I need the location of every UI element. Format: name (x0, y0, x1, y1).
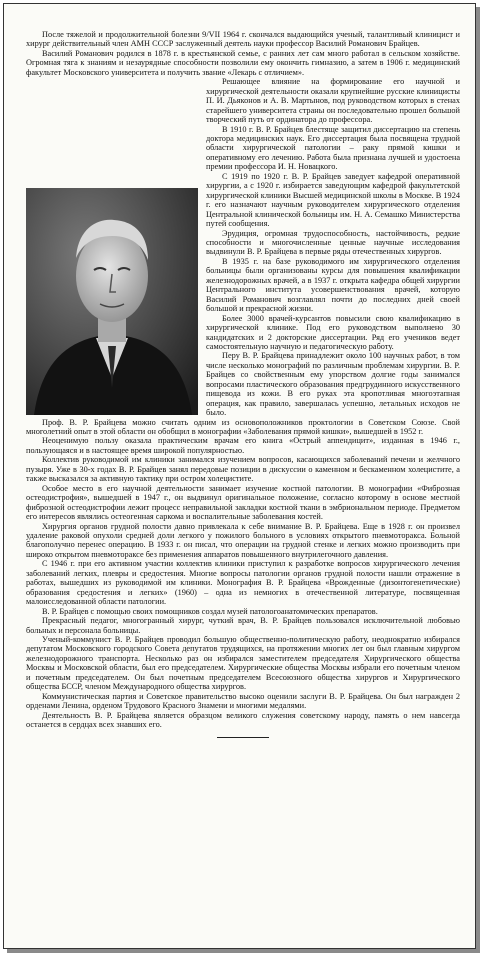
paragraph-16: В. Р. Брайцев с помощью своих помощников создал музей патологоанатомических препаратов. (42, 606, 378, 616)
paragraph-19: Коммунистическая партия и Советское правительство высоко оценили заслуги В. Р. Брайцева. Он был награжден 2 орденами Ленина, орденом Трудового Красного Знамени и многими медалями. (26, 691, 460, 711)
obituary-page (3, 3, 476, 949)
paragraph-20: Деятельность В. Р. Брайцева является образцом великого служения советскому народу, память о нем навсегда останется в сердцах всех знавших его. (26, 710, 460, 730)
paragraph-2: Василий Романович родился в 1878 г. в крестьянской семье, с ранних лет сам много работал в сельском хозяйстве. Огромная тяга к знаниям и незаурядные способности позволили ему окончить гимназию, а затем в 1906 г. медицинский факультет Московского университета и получить звание «Лекарь с отличием». (26, 48, 460, 77)
paragraph-18: Ученый-коммунист В. Р. Брайцев проводил большую общественно-политическую работу, неоднократно избирался депутатом Московского городского Совета депутатов трудящихся, на протяжении многих лет он был главным хирургом железнодорожного транспорта. Несколько раз он избирался заместителем председателя Хирургического общества Москвы и Московской области, был его председателем. Хирургические общества Москвы избрали его почетным членом и почетным председателем. Он был почетным председателем Всесоюзного общества хирургов и Хирургического общества БССР, членом Международного общества хирургов. (26, 635, 460, 692)
paragraph-6: Эрудиция, огромная трудоспособность, настойчивость, редкие способности и многочисленные ценные научные исследования выдвинули В. Р. Брайцева в первые ряды отечественных хирургов. (206, 228, 460, 257)
paragraph-15: С 1946 г. при его активном участии коллектив клиники приступил к разработке вопросов хирургического лечения заболеваний легких, плевры и средостения. Многие вопросы патологии органов грудной полости нашли отражение в работах, вышедших из руководимой им клиники. Монография В. Р. Брайцева «Врожденные (дизонтогенетические) образования средостения и легких» (1960) – одна из немногих в отечественной литературе, посвященная малоисследованной области патологии. (26, 559, 460, 607)
paragraph-3: Решающее влияние на формирование его научной и хирургической деятельности оказали крупнейшие русские клиницисты П. И. Дьяконов и А. В. Мартынов, под руководством которых в стенах старейшего университета страны он последовательно прошел большой творческий путь от ординатора до профессора. (206, 77, 460, 125)
paragraph-7: В 1935 г. на базе руководимого им хирургического отделения больницы были организованы курсы для повышения квалификации железнодорожных врачей, а в 1937 г. открыта кафедра общей хирургии Центрального института усовершенствования врачей, которую Василий Романович возглавлял почти до последних дней своей большой и прекрасной жизни. (206, 256, 460, 314)
paragraph-11: Неоценимую пользу оказала практическим врачам его книга «Острый аппендицит», изданная в 1946 г., пользующаяся и в настоящее время широкой популярностью. (26, 436, 460, 455)
paragraph-17: Прекрасный педагог, многогранный хирург, чуткий врач, В. Р. Брайцев пользовался исключительной любовью больных и персонала больницы. (26, 616, 460, 635)
paragraph-1: После тяжелой и продолжительной болезни 9/VII 1964 г. скончался выдающийся ученый, талантливый клиницист и хирург действительный член АМН СССР заслуженный деятель науки профессор Василий Романович Брайцев. (26, 30, 460, 49)
article-body (26, 30, 460, 738)
paragraph-14: Хирургия органов грудной полости давно привлекала к себе внимание В. Р. Брайцева. Еще в 1928 г. он произвел удаление раковой опухоли средней доли легкого у пожилого больного в условиях открытого пневмоторакса. Больной благополучно перенес операцию. В 1933 г. он писал, что операции на грудной стенке и легких можно производить при широко открытом пневмотораксе без применения аппаратов повышенного внутрилегочного давления. (26, 521, 460, 559)
portrait-photo-icon (26, 188, 198, 415)
paragraph-10: Проф. В. Р. Брайцева можно считать одним из основоположников проктологии в Советском Союзе. Свой многолетний опыт в этой области он обобщил в монографии «Заболевания прямой кишки», вышедшей в 1952 г. (26, 417, 460, 437)
paragraph-5: С 1919 по 1920 г. В. Р. Брайцев заведует кафедрой оперативной хирургии, а с 1920 г. избирается заведующим кафедрой факультетской хирургической клиники Высшей медицинской школы в Москве. В 1924 г. его назначают научным руководителем хирургического отделения Центральной клинической больницы им. Н. А. Семашко Министерства путей сообщения. (206, 171, 460, 229)
paragraph-13: Особое место в его научной деятельности занимает изучение костной патологии. В монографии «Фиброзная остеодистрофия», вышедшей в 1947 г., он выдвинул оригинальное положение, согласно которому в основе местной фиброзной остеодистрофии лежит процесс неправильной закладки костной ткани в эмбриональном периоде. Предметом его интересов являлись остеогенная саркома и воспалительные заболевания костей. (26, 483, 460, 522)
paragraph-9: Перу В. Р. Брайцева принадлежит около 100 научных работ, в том числе несколько монографий по различным проблемам хирургии. В. Р. Брайцев со свойственным ему упорством долгие годы занимался вопросами пластического образования предгрудинного искусственного пищевода из кожи. В его руках эта кропотливая многоэтапная операция, как правило, завершалась успешно, летальных исходов не было. (206, 351, 460, 418)
paragraph-12: Коллектив руководимой им клиники занимался изучением вопросов, касающихся заболеваний печени и желчного пузыря. Уже в 30-х годах В. Р. Брайцев занял передовые позиции в дискуссии о каменном и бескаменном холецистите, а также высказался за активную тактику при остром холецистите. (26, 455, 460, 484)
paragraph-4: В 1910 г. В. Р. Брайцев блестяще защитил диссертацию на степень доктора медицинских наук. Его диссертация была посвящена трудной области хирургической патологии – раку прямой кишки и оперативному его лечению. Работа была признана лучшей и удостоена премии профессора И. Н. Новацкого. (206, 124, 460, 172)
closing-divider (217, 737, 269, 738)
paragraph-8: Более 3000 врачей-курсантов повысили свою квалификацию в хирургической клинике. Под его руководством выполнено 30 кандидатских и 2 докторские диссертации. Ряд его учеников ведет самостоятельную научную и педагогическую работу. (206, 313, 460, 351)
portrait-photo (26, 188, 198, 415)
